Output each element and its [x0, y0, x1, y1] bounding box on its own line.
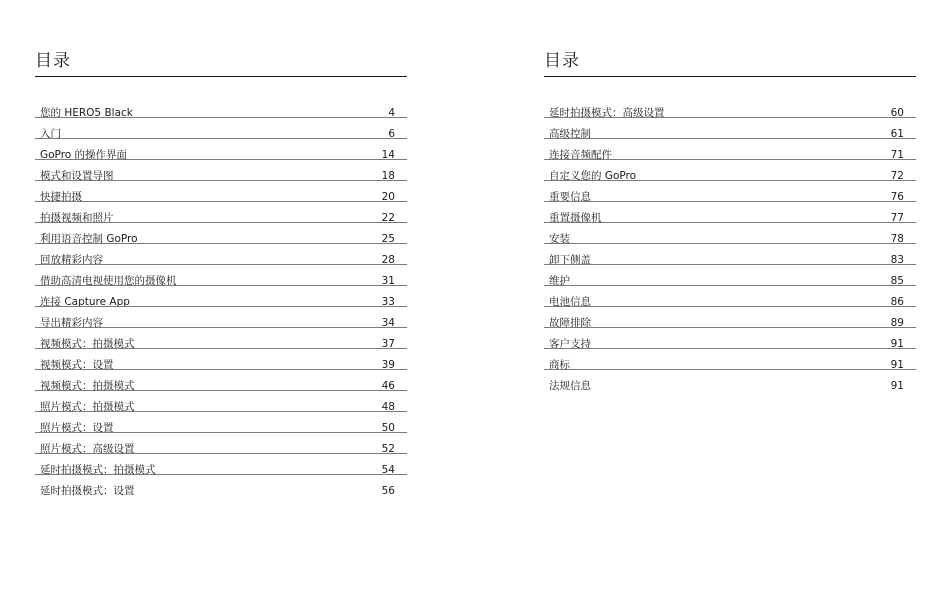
toc-entry-page-number: 34	[381, 317, 395, 329]
toc-entry-label: 照片模式：高级设置	[40, 443, 135, 455]
toc-entry[interactable]	[544, 313, 916, 334]
toc-entry[interactable]	[544, 376, 916, 397]
toc-entry[interactable]	[35, 271, 407, 292]
toc-entry-page-number: 37	[381, 338, 395, 350]
toc-entry-label: 延时拍摄模式：设置	[40, 485, 135, 497]
toc-entry[interactable]	[35, 355, 407, 376]
toc-entry-label: 安装	[549, 233, 570, 245]
toc-entry-label: 延时拍摄模式：高级设置	[549, 107, 665, 119]
toc-entry-page-number: 77	[890, 212, 904, 224]
toc-entry[interactable]	[544, 271, 916, 292]
toc-entry-page-number: 91	[890, 380, 904, 392]
toc-entry[interactable]	[35, 439, 407, 460]
toc-entry-label: 连接 Capture App	[40, 296, 130, 308]
toc-entry[interactable]	[544, 208, 916, 229]
toc-entry[interactable]	[35, 397, 407, 418]
toc-entry-page-number: 50	[381, 422, 395, 434]
toc-entry-label: 视频模式：拍摄模式	[40, 338, 135, 350]
toc-entry-label: 高级控制	[549, 128, 591, 140]
toc-entry-page-number: 46	[381, 380, 395, 392]
toc-entry-page-number: 71	[890, 149, 904, 161]
toc-entry[interactable]	[35, 166, 407, 187]
toc-entry-page-number: 14	[381, 149, 395, 161]
toc-entry[interactable]	[35, 460, 407, 481]
toc-entry-label: 借助高清电视使用您的摄像机	[40, 275, 177, 287]
toc-entry-page-number: 78	[890, 233, 904, 245]
toc-entry-page-number: 89	[890, 317, 904, 329]
toc-entry-page-number: 72	[890, 170, 904, 182]
toc-entry-page-number: 39	[381, 359, 395, 371]
toc-entry[interactable]	[544, 334, 916, 355]
toc-entry-page-number: 31	[381, 275, 395, 287]
toc-entry[interactable]	[544, 229, 916, 250]
toc-entry-page-number: 85	[890, 275, 904, 287]
toc-entry[interactable]	[35, 418, 407, 439]
toc-entry-page-number: 4	[388, 107, 395, 119]
toc-entry-page-number: 6	[388, 128, 395, 140]
toc-entry-label: 延时拍摄模式：拍摄模式	[40, 464, 156, 476]
toc-entry-label: 导出精彩内容	[40, 317, 103, 329]
toc-entry-page-number: 76	[890, 191, 904, 203]
toc-entry[interactable]	[35, 229, 407, 250]
toc-entry-page-number: 18	[381, 170, 395, 182]
toc-entry-label: GoPro 的操作界面	[40, 149, 128, 161]
toc-entry-label: 利用语音控制 GoPro	[40, 233, 138, 245]
toc-entry[interactable]	[544, 166, 916, 187]
toc-entry-page-number: 52	[381, 443, 395, 455]
toc-entry[interactable]	[35, 187, 407, 208]
toc-entry[interactable]	[544, 292, 916, 313]
toc-entry-label: 客户支持	[549, 338, 591, 350]
toc-list	[544, 103, 916, 397]
toc-entry-page-number: 61	[890, 128, 904, 140]
toc-entry-page-number: 56	[381, 485, 395, 497]
toc-entry-page-number: 86	[890, 296, 904, 308]
toc-entry[interactable]	[35, 376, 407, 397]
toc-entry-page-number: 91	[890, 359, 904, 371]
toc-entry-label: 电池信息	[549, 296, 591, 308]
toc-entry[interactable]	[35, 313, 407, 334]
title-divider	[544, 76, 916, 77]
toc-entry-label: 维护	[549, 275, 570, 287]
toc-entry[interactable]	[35, 103, 407, 124]
toc-list	[35, 103, 407, 502]
toc-entry[interactable]	[544, 145, 916, 166]
toc-entry-label: 自定义您的 GoPro	[549, 170, 637, 182]
toc-entry[interactable]	[544, 355, 916, 376]
toc-entry[interactable]	[35, 124, 407, 145]
toc-entry[interactable]	[35, 334, 407, 355]
toc-entry-page-number: 22	[381, 212, 395, 224]
toc-entry-label: 视频模式：设置	[40, 359, 114, 371]
toc-entry-label: 回放精彩内容	[40, 254, 103, 266]
toc-entry-label: 重要信息	[549, 191, 591, 203]
toc-entry-label: 您的 HERO5 Black	[40, 107, 133, 119]
toc-entry-label: 重置摄像机	[549, 212, 602, 224]
toc-entry-label: 视频模式：拍摄模式	[40, 380, 135, 392]
page-title: 目录	[35, 51, 71, 71]
toc-entry[interactable]	[544, 124, 916, 145]
toc-entry-label: 连接音频配件	[549, 149, 612, 161]
toc-entry[interactable]	[35, 481, 407, 502]
page-title: 目录	[544, 51, 580, 71]
toc-entry-page-number: 20	[381, 191, 395, 203]
toc-entry-page-number: 48	[381, 401, 395, 413]
toc-entry-label: 照片模式：拍摄模式	[40, 401, 135, 413]
toc-entry-label: 照片模式：设置	[40, 422, 114, 434]
toc-entry-page-number: 60	[890, 107, 904, 119]
toc-entry-page-number: 25	[381, 233, 395, 245]
toc-entry-label: 法规信息	[549, 380, 591, 392]
toc-entry[interactable]	[544, 250, 916, 271]
toc-entry-page-number: 54	[381, 464, 395, 476]
toc-entry-label: 入门	[40, 128, 61, 140]
toc-entry-page-number: 83	[890, 254, 904, 266]
toc-entry-label: 拍摄视频和照片	[40, 212, 114, 224]
toc-entry-label: 卸下侧盖	[549, 254, 591, 266]
toc-entry[interactable]	[35, 208, 407, 229]
toc-entry-label: 商标	[549, 359, 570, 371]
toc-entry-label: 模式和设置导图	[40, 170, 114, 182]
toc-entry-page-number: 91	[890, 338, 904, 350]
toc-entry-label: 快捷拍摄	[40, 191, 82, 203]
toc-entry[interactable]	[544, 187, 916, 208]
toc-entry-page-number: 33	[381, 296, 395, 308]
toc-entry[interactable]	[35, 145, 407, 166]
toc-entry-page-number: 28	[381, 254, 395, 266]
toc-entry-label: 故障排除	[549, 317, 591, 329]
title-divider	[35, 76, 407, 77]
toc-entry[interactable]	[544, 103, 916, 124]
toc-entry[interactable]	[35, 250, 407, 271]
toc-entry[interactable]	[35, 292, 407, 313]
